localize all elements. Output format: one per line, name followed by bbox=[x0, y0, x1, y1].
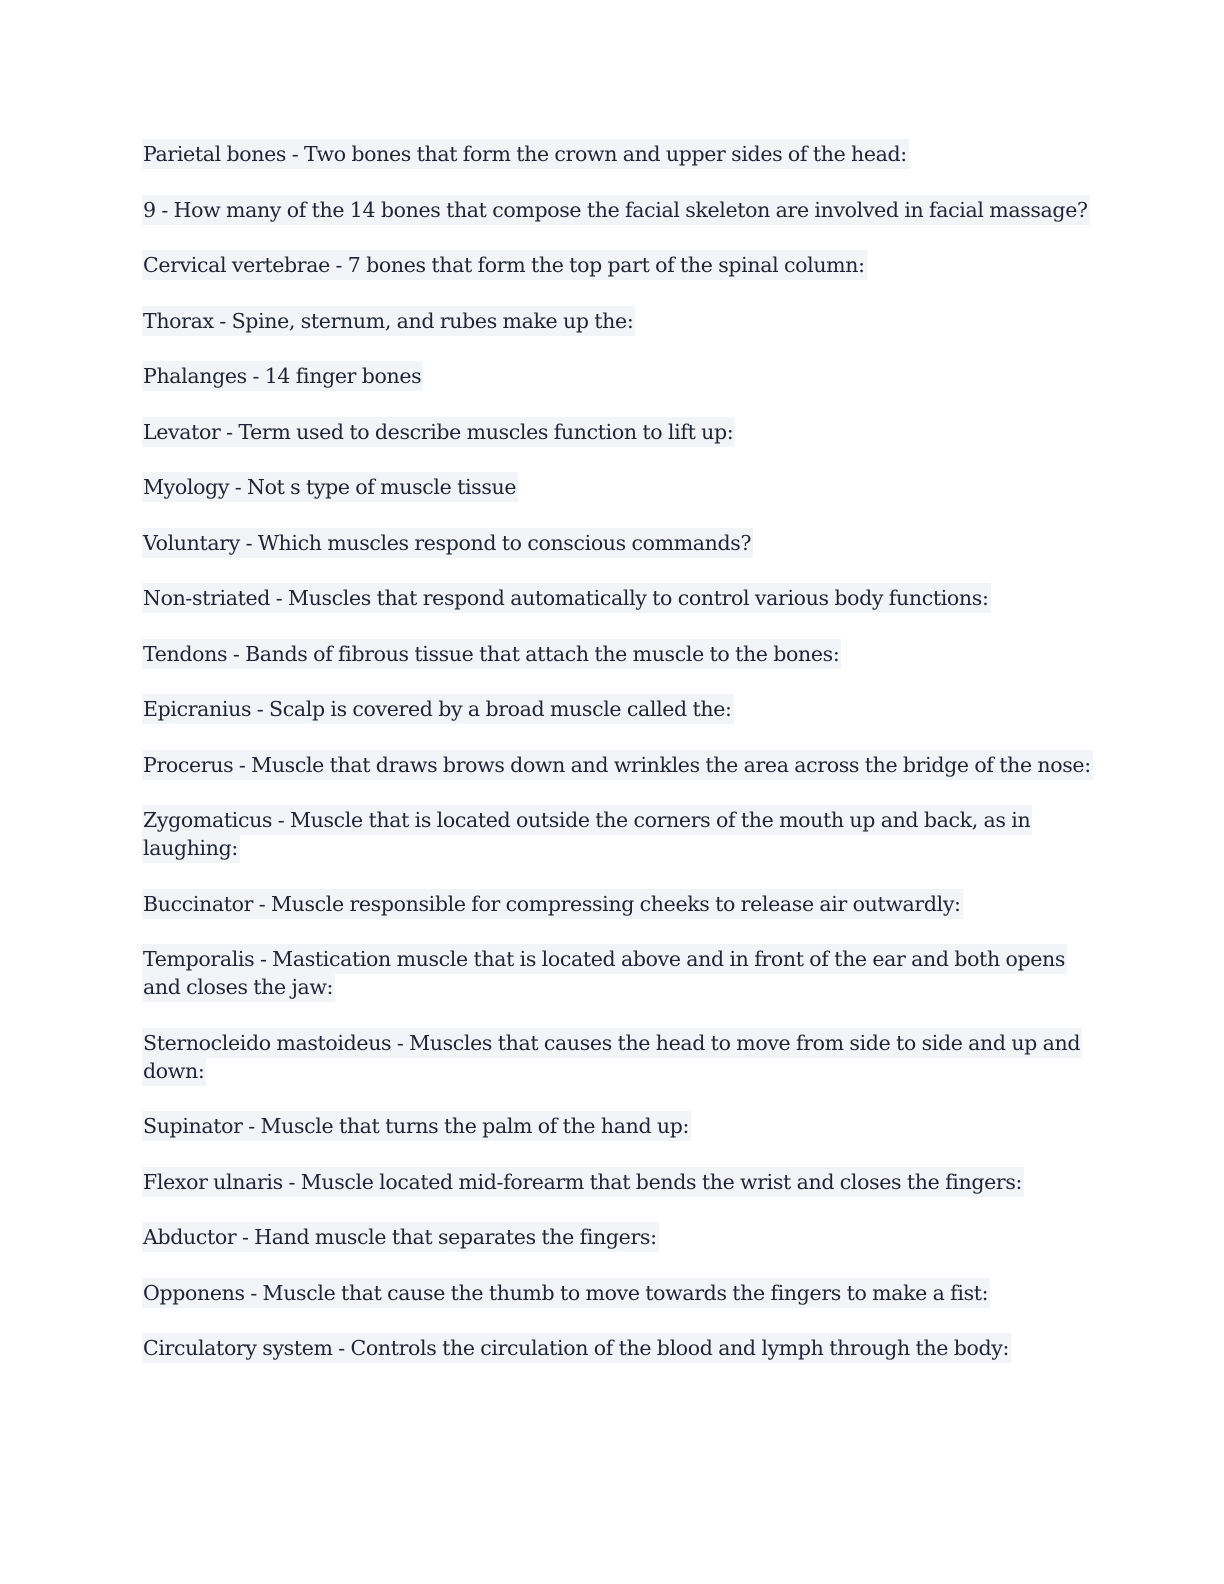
flashcard-entry bbox=[142, 1168, 1102, 1196]
flashcard-entry bbox=[142, 751, 1102, 779]
flashcard-entry bbox=[142, 140, 1102, 168]
entry-text: Levator - Term used to describe muscles function to lift up: bbox=[142, 417, 735, 447]
entry-text: Flexor ulnaris - Muscle located mid-forearm that bends the wrist and closes the fingers: bbox=[142, 1167, 1024, 1197]
entry-text: Buccinator - Muscle responsible for compressing cheeks to release air outwardly: bbox=[142, 889, 963, 919]
entry-text: 9 - How many of the 14 bones that compose the facial skeleton are involved in facial massage? bbox=[142, 195, 1090, 225]
entry-text: Myology - Not s type of muscle tissue bbox=[142, 472, 518, 502]
entry-text: Supinator - Muscle that turns the palm of the hand up: bbox=[142, 1111, 691, 1141]
flashcard-entry bbox=[142, 945, 1102, 1001]
flashcard-entry bbox=[142, 307, 1102, 335]
entry-text: Sternocleido mastoideus - Muscles that causes the head to move from side to side and up and down: bbox=[142, 1028, 1082, 1086]
flashcard-entry bbox=[142, 1029, 1102, 1085]
flashcard-entry bbox=[142, 1334, 1102, 1362]
entry-text: Opponens - Muscle that cause the thumb to move towards the fingers to make a fist: bbox=[142, 1278, 990, 1308]
entry-text: Thorax - Spine, sternum, and rubes make up the: bbox=[142, 306, 635, 336]
flashcard-entry bbox=[142, 418, 1102, 446]
document-page bbox=[142, 140, 1102, 1362]
flashcard-entry bbox=[142, 695, 1102, 723]
flashcard-entry bbox=[142, 1112, 1102, 1140]
flashcard-entry bbox=[142, 584, 1102, 612]
entry-text: Zygomaticus - Muscle that is located outside the corners of the mouth up and back, as in laughing: bbox=[142, 805, 1032, 863]
flashcard-entry bbox=[142, 362, 1102, 390]
entry-text: Circulatory system - Controls the circulation of the blood and lymph through the body: bbox=[142, 1333, 1011, 1363]
flashcard-entry bbox=[142, 473, 1102, 501]
entry-text: Phalanges - 14 finger bones bbox=[142, 361, 423, 391]
flashcard-entry bbox=[142, 1223, 1102, 1251]
entry-text: Non-striated - Muscles that respond automatically to control various body functions: bbox=[142, 583, 991, 613]
entry-text: Epicranius - Scalp is covered by a broad muscle called the: bbox=[142, 694, 734, 724]
entry-text: Tendons - Bands of fibrous tissue that attach the muscle to the bones: bbox=[142, 639, 841, 669]
entry-text: Temporalis - Mastication muscle that is located above and in front of the ear and both opens and closes the jaw: bbox=[142, 944, 1067, 1002]
flashcard-entry bbox=[142, 890, 1102, 918]
entry-text: Procerus - Muscle that draws brows down and wrinkles the area across the bridge of the nose: bbox=[142, 750, 1093, 780]
flashcard-entry bbox=[142, 529, 1102, 557]
flashcard-entry bbox=[142, 1279, 1102, 1307]
flashcard-entry bbox=[142, 640, 1102, 668]
entry-text: Voluntary - Which muscles respond to conscious commands? bbox=[142, 528, 753, 558]
entry-text: Parietal bones - Two bones that form the crown and upper sides of the head: bbox=[142, 139, 909, 169]
flashcard-entry bbox=[142, 196, 1102, 224]
flashcard-entry bbox=[142, 251, 1102, 279]
entry-text: Cervical vertebrae - 7 bones that form the top part of the spinal column: bbox=[142, 250, 867, 280]
entry-text: Abductor - Hand muscle that separates the fingers: bbox=[142, 1222, 659, 1252]
flashcard-entry bbox=[142, 806, 1102, 862]
